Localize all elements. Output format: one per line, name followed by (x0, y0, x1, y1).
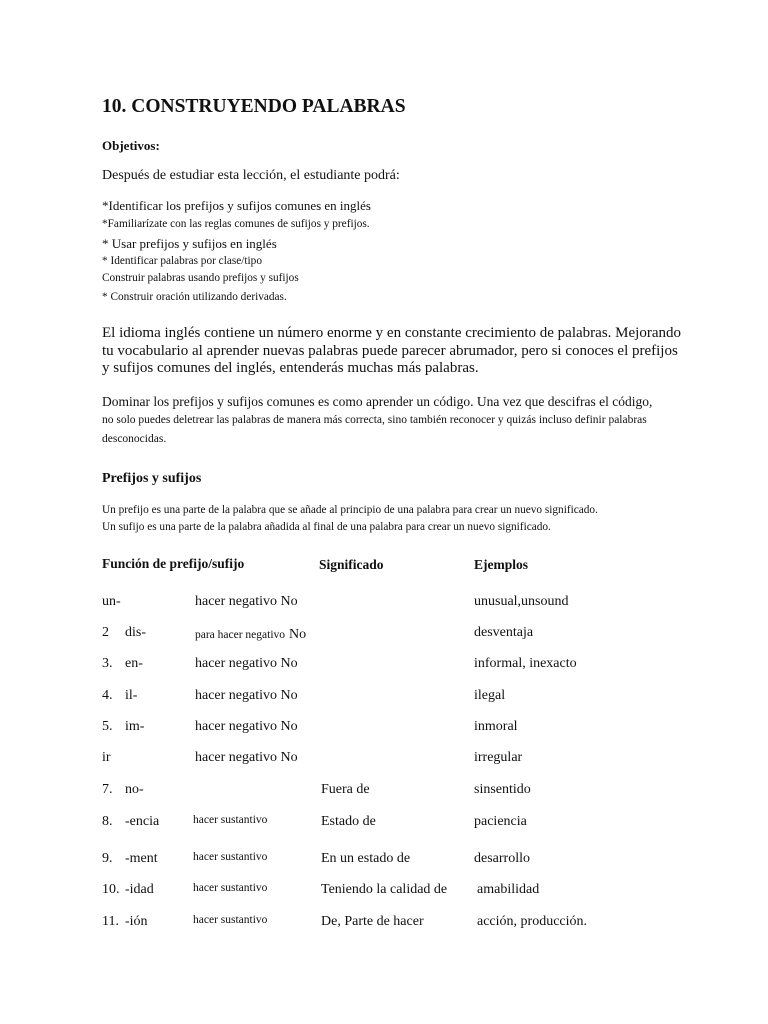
row-number: 10. (102, 882, 120, 897)
objective-item: * Identificar palabras por clase/tipo (102, 255, 262, 267)
row-number: 3. (102, 656, 113, 671)
row-function-small: para hacer negativo (195, 629, 286, 641)
row-function: hacer sustantivo (193, 882, 268, 894)
row-affix: il- (125, 688, 138, 703)
row-examples: amabilidad (477, 882, 540, 897)
objective-item: *Identificar los prefijos y sufijos comunes en inglés (102, 198, 371, 213)
row-meaning: Estado de (321, 814, 376, 829)
row-examples: acción, producción. (477, 914, 588, 929)
row-examples: unusual,unsound (474, 594, 569, 609)
row-function: hacer sustantivo (193, 851, 268, 863)
row-function-no: No (289, 627, 307, 642)
code-paragraph-part-1: Dominar los prefijos y sufijos comunes es como aprender un código. Una vez que descifras el código, (102, 394, 653, 409)
row-function: hacer negativo No (195, 719, 298, 734)
column-header-meaning: Significado (319, 557, 384, 572)
row-affix: -ión (125, 914, 148, 929)
row-function: hacer negativo No (195, 750, 298, 765)
row-affix: dis- (125, 625, 146, 640)
row-function: hacer negativo No (195, 594, 298, 609)
row-affix: im- (125, 719, 145, 734)
row-function: hacer sustantivo (193, 914, 268, 926)
objective-item: Construir palabras usando prefijos y sufijos (102, 272, 299, 284)
row-affix: -idad (125, 882, 154, 897)
row-affix: -ment (125, 851, 158, 866)
row-number: 9. (102, 851, 113, 866)
row-meaning: En un estado de (321, 851, 411, 866)
row-function (195, 625, 306, 643)
row-meaning: De, Parte de hacer (321, 914, 424, 929)
row-examples: inmoral (474, 719, 518, 734)
row-examples: desarrollo (474, 851, 530, 866)
row-examples: desventaja (474, 625, 534, 640)
code-paragraph-part-2: no solo puedes deletrear las palabras de manera más correcta, sino también reconocer y quizás incluso definir palabras desconocidas. (102, 414, 647, 445)
row-function: hacer negativo No (195, 688, 298, 703)
row-number: 5. (102, 719, 113, 734)
objective-item: * Construir oración utilizando derivadas. (102, 291, 287, 303)
row-function: hacer sustantivo (193, 814, 268, 826)
row-affix: ir (102, 750, 111, 765)
row-examples: informal, inexacto (474, 656, 577, 671)
row-function: hacer negativo No (195, 656, 298, 671)
row-affix: un- (102, 594, 121, 609)
definition-prefix: Un prefijo es una parte de la palabra que se añade al principio de una palabra para crear un nuevo significado. (102, 504, 598, 516)
column-header-function: Función de prefijo/sufijo (102, 556, 245, 571)
row-affix: en- (125, 656, 143, 671)
intro-line: Después de estudiar esta lección, el estudiante podrá: (102, 168, 400, 183)
code-paragraph (102, 393, 687, 448)
objectives-heading: Objetivos: (102, 138, 160, 153)
row-examples: sinsentido (474, 782, 531, 797)
row-meaning: Teniendo la calidad de (321, 882, 448, 897)
objective-item: * Usar prefijos y sufijos en inglés (102, 236, 277, 251)
page-title: 10. CONSTRUYENDO PALABRAS (102, 96, 406, 117)
row-number: 8. (102, 814, 113, 829)
objective-item: *Familiarízate con las reglas comunes de sufijos y prefijos. (102, 218, 370, 230)
row-affix: -encia (125, 814, 160, 829)
row-meaning: Fuera de (321, 782, 370, 797)
row-number: 7. (102, 782, 113, 797)
row-examples: paciencia (474, 814, 527, 829)
row-number: 2 (102, 625, 109, 640)
row-number: 4. (102, 688, 113, 703)
definition-suffix: Un sufijo es una parte de la palabra añadida al final de una palabra para crear un nuevo significado. (102, 521, 551, 533)
row-examples: irregular (474, 750, 523, 765)
column-header-examples: Ejemplos (474, 557, 528, 572)
row-number: 11. (102, 914, 119, 929)
row-examples: ilegal (474, 688, 506, 703)
intro-paragraph: El idioma inglés contiene un número enorme y en constante crecimiento de palabras. Mejorando tu vocabulario al aprender nuevas palabras puede parecer abrumador, pero si conoces el prefijos y sufijos comunes del inglés, entenderás muchas más palabras. (102, 325, 681, 376)
section-heading: Prefijos y sufijos (102, 471, 202, 486)
row-affix: no- (125, 782, 144, 797)
